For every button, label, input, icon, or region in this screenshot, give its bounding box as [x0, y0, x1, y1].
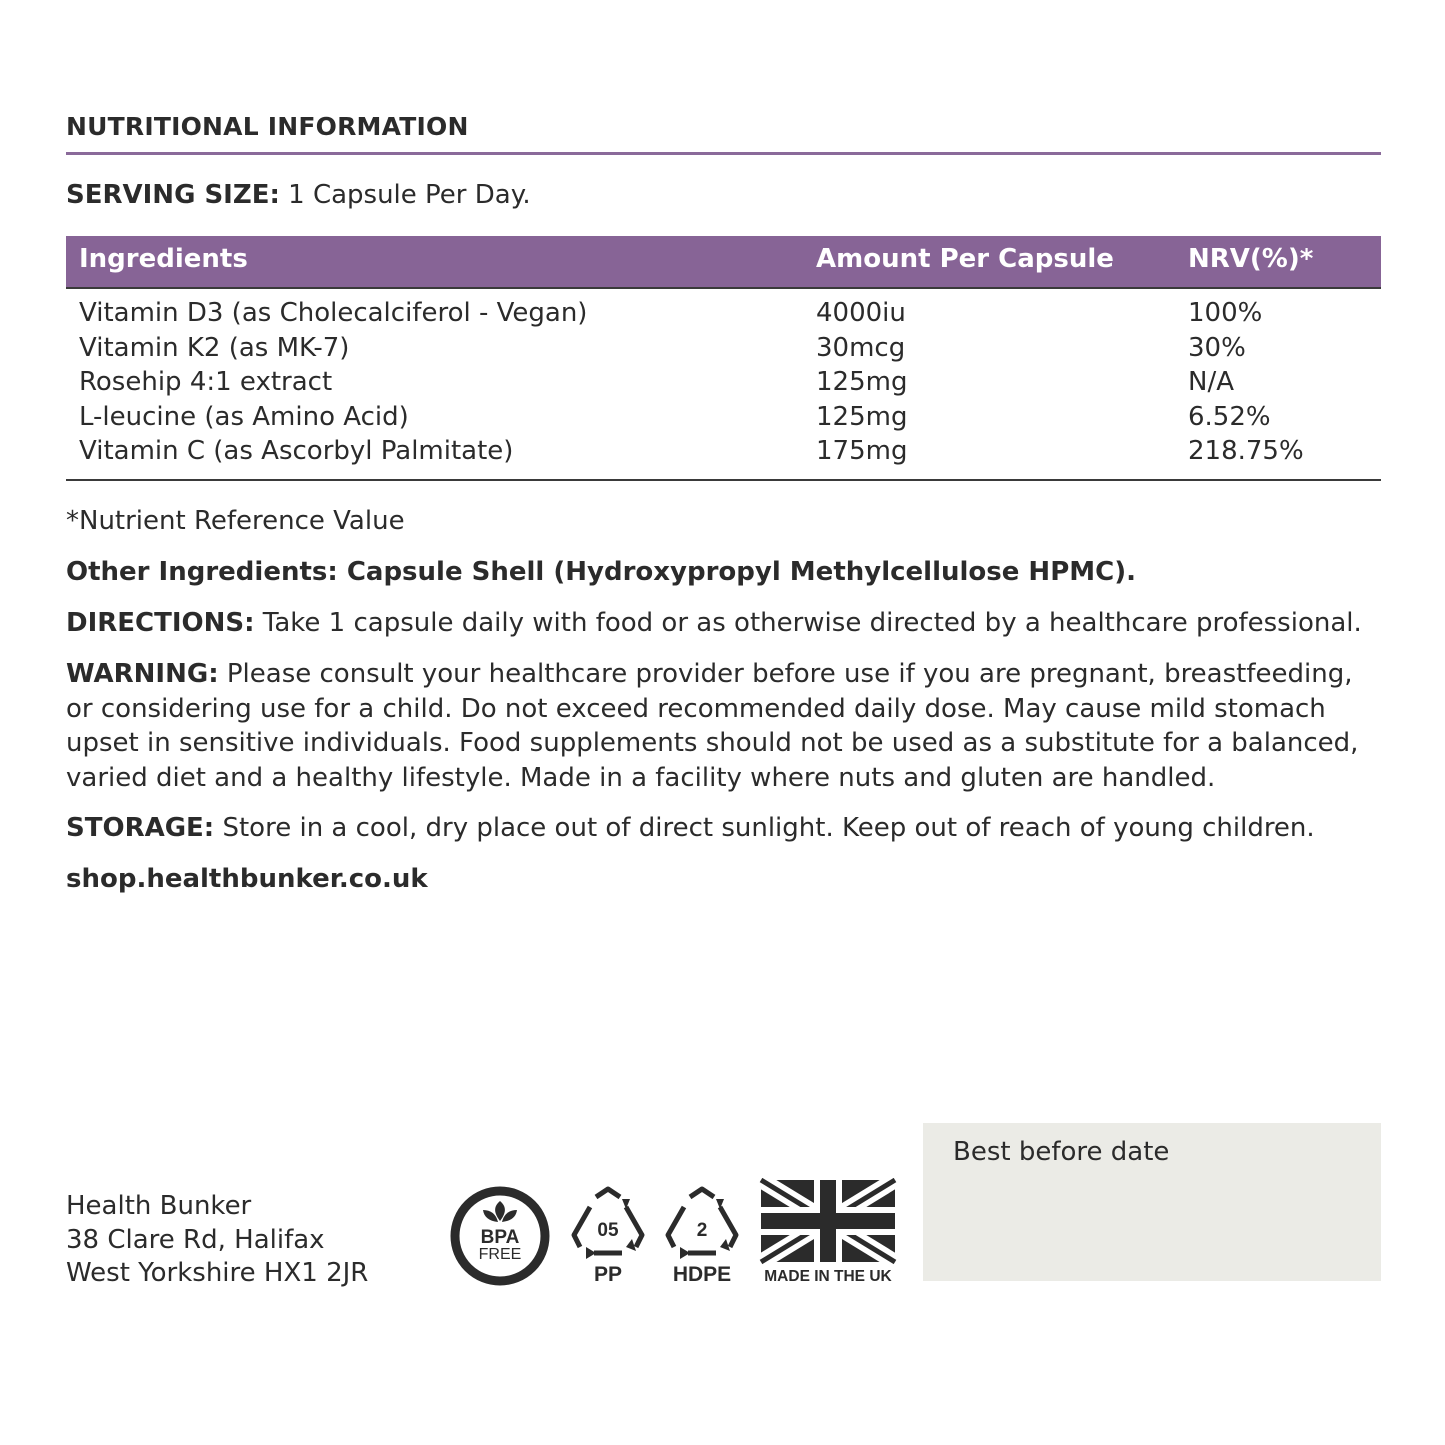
- recycle-code: 2: [696, 1220, 708, 1241]
- ingredient-nrv: N/A: [1188, 367, 1234, 397]
- ingredient-amount: 30mcg: [816, 332, 906, 363]
- table-row: [66, 402, 1381, 437]
- nrv-footnote: *Nutrient Reference Value: [66, 506, 405, 536]
- header-nrv: NRV(%)*: [1188, 244, 1314, 274]
- section-title: NUTRITIONAL INFORMATION: [66, 112, 469, 141]
- table-row: [66, 367, 1381, 402]
- storage-text: Store in a cool, dry place out of direct sunlight. Keep out of reach of young children.: [214, 813, 1315, 843]
- title-divider: [66, 152, 1381, 155]
- ingredient-nrv: 100%: [1188, 298, 1263, 328]
- bpa-free-icon: [449, 1185, 551, 1287]
- best-before-label: Best before date: [953, 1137, 1170, 1167]
- other-ingredients: Other Ingredients: Capsule Shell (Hydroxypropyl Methylcellulose HPMC).: [66, 557, 1136, 587]
- ingredient-nrv: 30%: [1188, 332, 1246, 363]
- address-line: 38 Clare Rd, Halifax: [66, 1224, 325, 1255]
- recycle-hdpe-icon: [659, 1185, 745, 1287]
- ingredient-nrv: 6.52%: [1188, 401, 1271, 432]
- website-link[interactable]: shop.healthbunker.co.uk: [66, 864, 428, 894]
- bpa-text: BPA: [480, 1227, 520, 1248]
- recycle-label: HDPE: [672, 1263, 732, 1286]
- ingredient-nrv: 218.75%: [1188, 436, 1304, 466]
- storage: [66, 811, 1386, 846]
- storage-label: STORAGE:: [66, 813, 215, 843]
- made-in-uk-icon: [758, 1178, 898, 1288]
- ingredient-name: L-leucine (as Amino Acid): [79, 401, 409, 432]
- warning-label: WARNING:: [66, 659, 219, 689]
- warning-text: Please consult your healthcare provider before use if you are pregnant, breastfeeding, or considering use for a child. Do not exceed recommended daily dose. May cause mild stomach upset in sensitive individuals. Food supplements should not be used as a substitute for a balanced, varied diet and a healthy lifestyle. Made in a facility where nuts and gluten are handled.: [66, 659, 1359, 793]
- directions: [66, 606, 1386, 641]
- nutrition-table-body: [66, 298, 1381, 481]
- recycle-label: PP: [593, 1263, 623, 1286]
- ingredient-name: Vitamin D3 (as Cholecalciferol - Vegan): [79, 298, 588, 328]
- ingredient-name: Vitamin K2 (as MK-7): [79, 332, 350, 363]
- ingredient-amount: 175mg: [816, 436, 908, 466]
- table-row: [66, 436, 1381, 471]
- address-line: Health Bunker: [66, 1191, 252, 1221]
- ingredient-name: Rosehip 4:1 extract: [79, 367, 333, 397]
- table-row: [66, 298, 1381, 333]
- header-ingredients: Ingredients: [79, 244, 248, 274]
- table-row: [66, 333, 1381, 368]
- ingredient-name: Vitamin C (as Ascorbyl Palmitate): [79, 436, 514, 466]
- bpa-free-text: FREE: [478, 1246, 522, 1263]
- directions-text: Take 1 capsule daily with food or as otherwise directed by a healthcare professional.: [254, 608, 1362, 638]
- ingredient-amount: 125mg: [816, 401, 908, 432]
- recycle-code: 05: [597, 1220, 619, 1241]
- directions-label: DIRECTIONS:: [66, 608, 255, 638]
- serving-size-label: SERVING SIZE:: [66, 180, 280, 210]
- ingredient-amount: 4000iu: [816, 298, 906, 328]
- nutrition-table-header: [66, 236, 1381, 289]
- recycle-pp-icon: [566, 1185, 650, 1287]
- ingredient-amount: 125mg: [816, 367, 908, 397]
- address-line: West Yorkshire HX1 2JR: [66, 1258, 369, 1288]
- company-address: [66, 1190, 368, 1291]
- best-before-box: [923, 1123, 1381, 1281]
- serving-size-value: 1 Capsule Per Day.: [279, 180, 531, 210]
- warning: [66, 657, 1386, 795]
- made-in-uk-text: MADE IN THE UK: [764, 1268, 892, 1285]
- serving-size: [66, 180, 531, 210]
- header-amount: Amount Per Capsule: [816, 244, 1114, 274]
